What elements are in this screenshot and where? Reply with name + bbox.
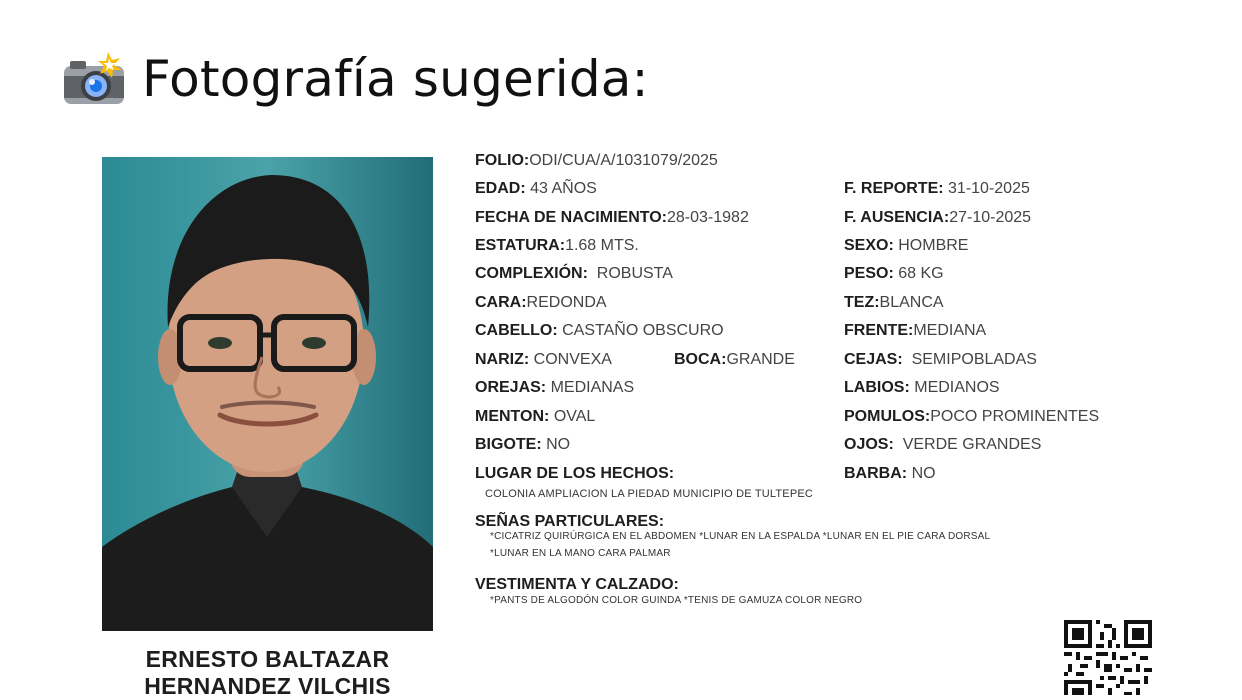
lugar-hechos-value: COLONIA AMPLIACION LA PIEDAD MUNICIPIO DE TULTEPEC	[485, 488, 814, 500]
field-cejas-value: SEMIPOBLADAS	[911, 351, 1037, 368]
field-boca	[674, 351, 795, 369]
field-bigote-label: BIGOTE:	[475, 436, 542, 453]
person-photo	[102, 157, 433, 631]
field-ojos-label: OJOS:	[844, 436, 894, 453]
field-cara	[475, 294, 607, 312]
field-sexo	[844, 237, 968, 255]
field-sexo-label: SEXO:	[844, 237, 894, 254]
field-estatura-label: ESTATURA:	[475, 237, 566, 254]
field-complexion-value: ROBUSTA	[596, 265, 673, 282]
field-folio-value: ODI/CUA/A/1031079/2025	[529, 152, 718, 169]
field-edad-label: EDAD:	[475, 180, 526, 197]
field-fecha-nacimiento-value: 28-03-1982	[667, 209, 749, 226]
field-cabello-value: CASTAÑO OBSCURO	[562, 322, 724, 339]
field-bigote	[475, 436, 570, 454]
field-orejas-label: OREJAS:	[475, 379, 547, 396]
field-pomulos	[844, 408, 1099, 426]
field-orejas	[475, 379, 634, 397]
field-nariz	[475, 351, 612, 369]
field-barba	[844, 465, 936, 483]
field-estatura-value: 1.68 MTS.	[565, 237, 639, 254]
field-f-ausencia-value: 27-10-2025	[949, 209, 1032, 226]
field-barba-value: NO	[911, 465, 936, 482]
field-cara-value: REDONDA	[526, 294, 607, 311]
field-cabello	[475, 322, 724, 340]
lugar-hechos-label: LUGAR DE LOS HECHOS:	[475, 465, 675, 482]
field-edad-value: 43 AÑOS	[530, 180, 597, 197]
field-cejas	[844, 351, 1037, 369]
page-title: Fotografía sugerida:	[142, 50, 649, 108]
field-folio	[475, 152, 718, 170]
field-menton	[475, 408, 595, 426]
field-pomulos-value: POCO PROMINENTES	[930, 408, 1100, 425]
field-f-reporte-value: 31-10-2025	[948, 180, 1030, 197]
senas-particulares-line2: *LUNAR EN LA MANO CARA PALMAR	[490, 548, 671, 559]
field-f-ausencia-label: F. AUSENCIA:	[844, 209, 950, 226]
field-peso-label: PESO:	[844, 265, 894, 282]
field-edad	[475, 180, 597, 198]
field-barba-label: BARBA:	[844, 465, 908, 482]
field-peso-value: 68 KG	[898, 265, 944, 282]
field-menton-label: MENTON:	[475, 408, 550, 425]
field-sexo-value: HOMBRE	[898, 237, 969, 254]
field-boca-value: GRANDE	[726, 351, 795, 368]
field-frente	[844, 322, 986, 340]
field-complexion	[475, 265, 673, 283]
field-cejas-label: CEJAS:	[844, 351, 903, 368]
senas-particulares-line1: *CICATRIZ QUIRÚRGICA EN EL ABDOMEN *LUNAR EN LA ESPALDA *LUNAR EN EL PIE CARA DORSAL	[490, 531, 991, 542]
field-orejas-value: MEDIANAS	[550, 379, 635, 396]
field-folio-label: FOLIO:	[475, 152, 530, 169]
field-ojos-value: VERDE GRANDES	[902, 436, 1042, 453]
person-name	[102, 646, 433, 700]
field-boca-label: BOCA:	[674, 351, 727, 368]
field-frente-value: MEDIANA	[913, 322, 987, 339]
field-labios	[844, 379, 1000, 397]
vestimenta-label: VESTIMENTA Y CALZADO:	[475, 576, 679, 593]
senas-particulares-label: SEÑAS PARTICULARES:	[475, 513, 665, 530]
field-cabello-label: CABELLO:	[475, 322, 558, 339]
field-frente-label: FRENTE:	[844, 322, 914, 339]
field-peso	[844, 265, 944, 283]
field-tez-value: BLANCA	[879, 294, 944, 311]
field-nariz-label: NARIZ:	[475, 351, 530, 368]
field-tez	[844, 294, 944, 312]
field-f-reporte-label: F. REPORTE:	[844, 180, 944, 197]
field-fecha-nacimiento	[475, 209, 749, 227]
field-complexion-label: COMPLEXIÓN:	[475, 265, 588, 282]
field-menton-value: OVAL	[553, 408, 596, 425]
page-header	[62, 50, 649, 108]
field-estatura	[475, 237, 639, 255]
field-labios-label: LABIOS:	[844, 379, 910, 396]
person-name-line2: HERNANDEZ VILCHIS	[144, 673, 391, 699]
camera-with-flash-icon	[62, 52, 126, 106]
field-cara-label: CARA:	[475, 294, 527, 311]
field-f-ausencia	[844, 209, 1031, 227]
vestimenta-value: *PANTS DE ALGODÓN COLOR GUINDA *TENIS DE GAMUZA COLOR NEGRO	[490, 595, 863, 606]
field-pomulos-label: POMULOS:	[844, 408, 931, 425]
field-f-reporte	[844, 180, 1030, 198]
field-tez-label: TEZ:	[844, 294, 880, 311]
field-fecha-nacimiento-label: FECHA DE NACIMIENTO:	[475, 209, 667, 226]
field-ojos	[844, 436, 1041, 454]
qr-code	[1064, 620, 1152, 695]
field-bigote-value: NO	[546, 436, 571, 453]
field-labios-value: MEDIANOS	[914, 379, 1000, 396]
person-name-line1: ERNESTO BALTAZAR	[145, 646, 390, 672]
field-nariz-value: CONVEXA	[533, 351, 612, 368]
